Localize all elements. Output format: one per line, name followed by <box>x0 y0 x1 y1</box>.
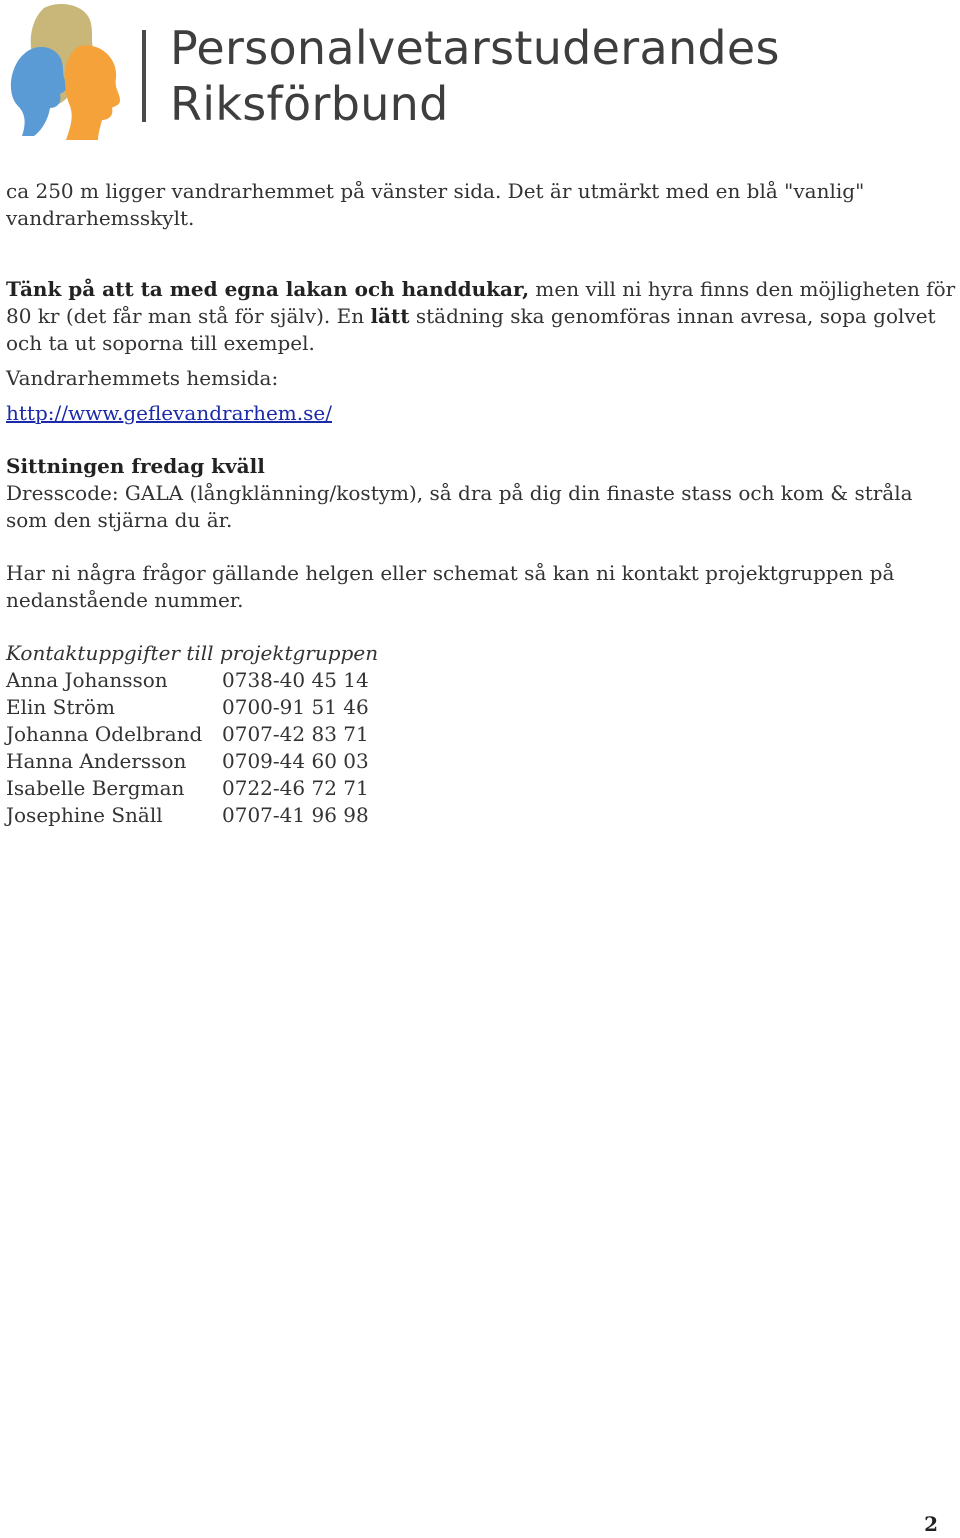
contact-row <box>6 667 958 694</box>
contact-name: Anna Johansson <box>6 668 168 692</box>
logo-divider <box>142 30 146 122</box>
contact-name: Hanna Andersson <box>6 749 187 773</box>
website-label: Vandrarhemmets hemsida: <box>6 366 279 390</box>
contact-row <box>6 721 958 748</box>
contact-phone: 0722-46 72 71 <box>222 776 369 800</box>
document-body <box>6 178 958 829</box>
contact-name: Johanna Odelbrand <box>6 722 203 746</box>
organization-name-line1: Personalvetarstuderandes <box>170 21 780 75</box>
contact-name: Elin Ström <box>6 695 115 719</box>
page-number: 2 <box>924 1512 938 1536</box>
linen-bold-text: Tänk på att ta med egna lakan och handdukar, <box>6 277 530 301</box>
page-header <box>0 0 960 150</box>
contact-phone: 0738-40 45 14 <box>222 668 369 692</box>
dinner-heading: Sittningen fredag kväll <box>6 454 265 478</box>
directions-paragraph: ca 250 m ligger vandrarhemmet på vänster sida. Det är utmärkt med en blå "vanlig" vandrarhemsskylt. <box>6 179 865 230</box>
contact-row <box>6 694 958 721</box>
contact-phone: 0709-44 60 03 <box>222 749 369 773</box>
contact-phone: 0707-42 83 71 <box>222 722 369 746</box>
contact-row <box>6 775 958 802</box>
contact-phone: 0700-91 51 46 <box>222 695 369 719</box>
linen-text-part1: men vill ni hyra finns den möjligheten för 80 kr (det får man stå för själv). En <box>6 277 956 328</box>
linen-bold-word: lätt <box>370 304 410 328</box>
contacts-heading: Kontaktuppgifter till projektgruppen <box>6 641 379 665</box>
linen-paragraph <box>6 276 958 357</box>
questions-paragraph: Har ni några frågor gällande helgen eller schemat så kan ni kontakt projektgruppen på nedanstående nummer. <box>6 561 895 612</box>
contact-name: Isabelle Bergman <box>6 776 185 800</box>
organization-name <box>170 20 780 132</box>
contact-row <box>6 748 958 775</box>
dinner-paragraph: Dresscode: GALA (långklänning/kostym), så dra på dig din finaste stass och kom & stråla som den stjärna du är. <box>6 481 913 532</box>
contacts-list <box>6 667 958 829</box>
linen-text-part2: städning ska genomföras innan avresa, sopa golvet och ta ut soporna till exempel. <box>6 304 936 355</box>
contact-phone: 0707-41 96 98 <box>222 803 369 827</box>
organization-name-line2: Riksförbund <box>170 77 449 131</box>
website-link[interactable]: http://www.geflevandrarhem.se/ <box>6 401 332 425</box>
contact-name: Josephine Snäll <box>6 803 163 827</box>
contact-row <box>6 802 958 829</box>
heads-logo-icon <box>4 2 122 142</box>
